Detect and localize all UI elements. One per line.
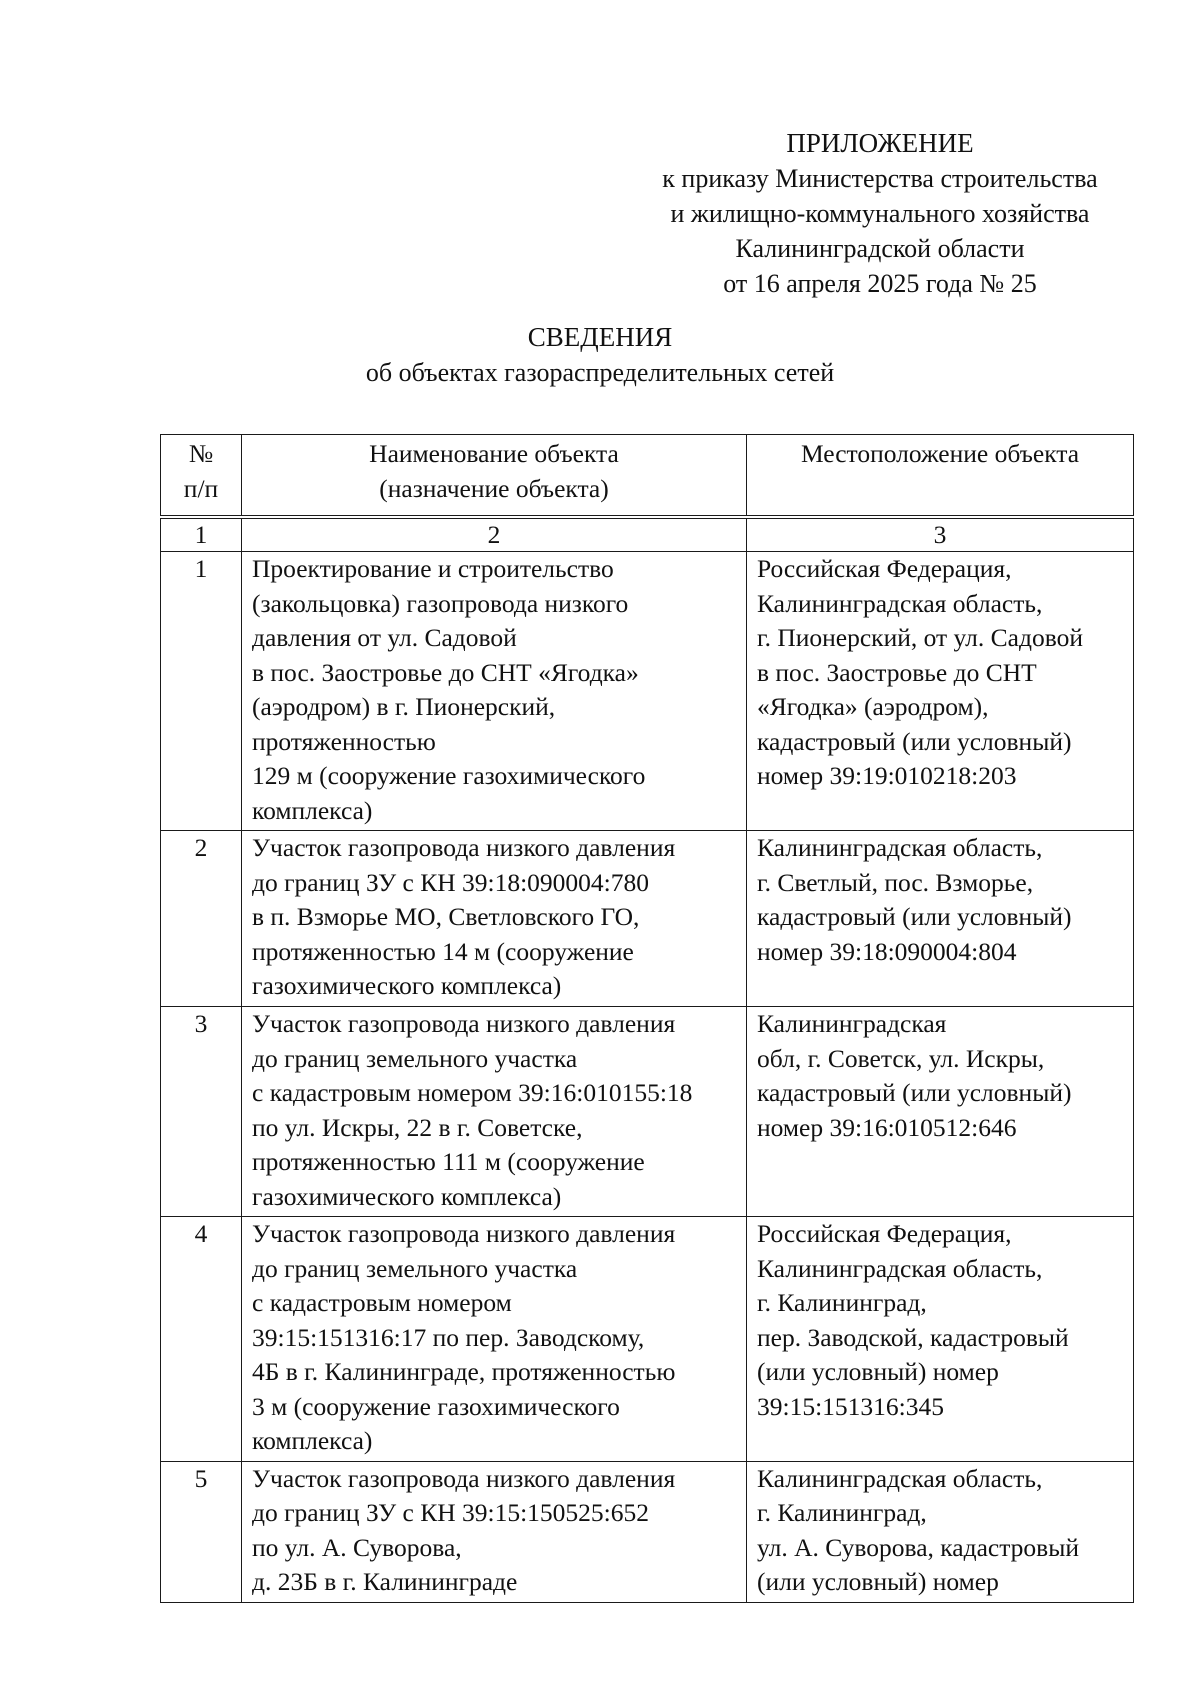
object-name-line: газохимического комплекса) bbox=[252, 971, 562, 1000]
object-name-line: 4Б в г. Калининграде, протяженностью bbox=[252, 1357, 676, 1386]
object-location-line: (или условный) номер bbox=[757, 1357, 999, 1386]
object-name-line: Проектирование и строительство bbox=[252, 554, 614, 583]
object-name-line: по ул. Искры, 22 в г. Советске, bbox=[252, 1112, 583, 1142]
column-number: 3 bbox=[747, 517, 1134, 552]
object-name-line: давления от ул. Садовой bbox=[252, 623, 517, 652]
object-location-line: номер 39:19:010218:203 bbox=[757, 761, 1017, 790]
object-location-cell bbox=[747, 1007, 1134, 1217]
object-location-line: Калининградская область, bbox=[757, 1463, 1043, 1493]
object-location-line: «Ягодка» (аэродром), bbox=[757, 692, 989, 721]
table-row bbox=[161, 831, 1134, 1007]
table-row bbox=[161, 1217, 1134, 1462]
table-row bbox=[161, 1007, 1134, 1217]
column-number: 2 bbox=[242, 517, 747, 552]
object-name-line: до границ земельного участка bbox=[252, 1043, 578, 1073]
appendix-line: Калининградской области bbox=[735, 234, 1025, 263]
object-name-line: Участок газопровода низкого давления bbox=[252, 833, 676, 862]
row-number: 2 bbox=[161, 831, 242, 1007]
header-name-line: (назначение объекта) bbox=[379, 473, 609, 503]
object-location-line: номер 39:18:090004:804 bbox=[757, 936, 1017, 966]
object-name-line: 39:15:151316:17 по пер. Заводскому, bbox=[252, 1322, 645, 1352]
header-num bbox=[161, 435, 242, 518]
object-location-line: Калининградская область, bbox=[757, 588, 1043, 618]
object-name-line: комплекса) bbox=[252, 1426, 373, 1455]
object-location-cell bbox=[747, 831, 1134, 1007]
object-location-line: обл, г. Советск, ул. Искры, bbox=[757, 1043, 1045, 1073]
row-number: 3 bbox=[161, 1007, 242, 1217]
object-location-line: номер 39:16:010512:646 bbox=[757, 1112, 1017, 1142]
object-name-line: 129 м (сооружение газохимического bbox=[252, 761, 646, 790]
object-location-line: г. Светлый, пос. Взморье, bbox=[757, 867, 1034, 897]
header-num-line: п/п bbox=[183, 473, 219, 503]
object-name-line: 3 м (сооружение газохимического bbox=[252, 1391, 620, 1421]
table-header-row bbox=[161, 435, 1134, 518]
object-name-line: газохимического комплекса) bbox=[252, 1181, 562, 1211]
header-name-line: Наименование объекта bbox=[369, 439, 619, 468]
object-name-line: Участок газопровода низкого давления bbox=[252, 1463, 676, 1493]
appendix-block bbox=[600, 126, 1160, 301]
header-name bbox=[242, 435, 747, 518]
object-location-line: кадастровый (или условный) bbox=[757, 1078, 1072, 1107]
objects-table bbox=[160, 434, 1134, 1603]
object-location-line: г. Пионерский, от ул. Садовой bbox=[757, 623, 1083, 652]
object-location-line: Российская Федерация, bbox=[757, 554, 1012, 583]
object-location-line: пер. Заводской, кадастровый bbox=[757, 1322, 1069, 1352]
object-location-line: г. Калининград, bbox=[757, 1498, 927, 1527]
object-name-line: Участок газопровода низкого давления bbox=[252, 1009, 676, 1038]
object-name-cell bbox=[242, 552, 747, 831]
object-location-cell bbox=[747, 552, 1134, 831]
object-name-cell bbox=[242, 1461, 747, 1602]
object-name-line: с кадастровым номером 39:16:010155:18 bbox=[252, 1078, 693, 1107]
row-number: 4 bbox=[161, 1217, 242, 1462]
object-location-line: ул. А. Суворова, кадастровый bbox=[757, 1532, 1079, 1562]
header-location bbox=[747, 435, 1134, 518]
object-location-line: (или условный) номер bbox=[757, 1567, 999, 1596]
object-name-line: (закольцовка) газопровода низкого bbox=[252, 588, 629, 618]
column-number: 1 bbox=[161, 517, 242, 552]
appendix-line: к приказу Министерства строительства bbox=[662, 164, 1098, 193]
appendix-title: ПРИЛОЖЕНИЕ bbox=[786, 128, 974, 158]
object-name-line: по ул. А. Суворова, bbox=[252, 1532, 462, 1562]
object-name-line: протяженностью 111 м (сооружение bbox=[252, 1147, 645, 1176]
object-location-line: в пос. Заостровье до СНТ bbox=[757, 657, 1037, 687]
object-location-line: кадастровый (или условный) bbox=[757, 902, 1072, 931]
object-name-line: в пос. Заостровье до СНТ «Ягодка» bbox=[252, 657, 639, 687]
object-name-cell bbox=[242, 831, 747, 1007]
object-name-line: до границ ЗУ с КН 39:18:090004:780 bbox=[252, 867, 650, 897]
header-location-line: Местоположение объекта bbox=[800, 439, 1080, 468]
table-row bbox=[161, 552, 1134, 831]
object-location-line: кадастровый (или условный) bbox=[757, 726, 1072, 756]
object-location-cell bbox=[747, 1461, 1134, 1602]
object-name-line: протяженностью bbox=[252, 726, 436, 756]
object-name-line: Участок газопровода низкого давления bbox=[252, 1219, 676, 1248]
appendix-line: и жилищно-коммунального хозяйства bbox=[670, 199, 1090, 228]
object-name-line: до границ ЗУ с КН 39:15:150525:652 bbox=[252, 1498, 650, 1527]
appendix-order-date: от 16 апреля 2025 года № 25 bbox=[723, 269, 1037, 298]
document-subtitle: об объектах газораспределительных сетей bbox=[365, 358, 835, 387]
row-number: 5 bbox=[161, 1461, 242, 1602]
object-location-line: Калининградская bbox=[757, 1009, 947, 1038]
object-name-line: до границ земельного участка bbox=[252, 1253, 578, 1283]
object-name-cell bbox=[242, 1217, 747, 1462]
object-location-line: 39:15:151316:345 bbox=[757, 1391, 945, 1421]
document-title: СВЕДЕНИЯ bbox=[527, 322, 673, 352]
object-location-line: Калининградская область, bbox=[757, 1253, 1043, 1283]
object-name-line: с кадастровым номером bbox=[252, 1288, 512, 1317]
table-row bbox=[161, 1461, 1134, 1602]
object-name-line: протяженностью 14 м (сооружение bbox=[252, 936, 634, 966]
row-number: 1 bbox=[161, 552, 242, 831]
object-name-cell bbox=[242, 1007, 747, 1217]
document-heading bbox=[0, 320, 1200, 390]
object-location-line: Калининградская область, bbox=[757, 833, 1043, 862]
object-name-line: (аэродром) в г. Пионерский, bbox=[252, 692, 556, 721]
object-location-line: г. Калининград, bbox=[757, 1288, 927, 1317]
object-name-line: д. 23Б в г. Калининграде bbox=[252, 1567, 518, 1596]
object-name-line: в п. Взморье МО, Светловского ГО, bbox=[252, 902, 640, 931]
object-location-line: Российская Федерация, bbox=[757, 1219, 1012, 1248]
object-location-cell bbox=[747, 1217, 1134, 1462]
object-name-line: комплекса) bbox=[252, 795, 373, 825]
column-numbers-row bbox=[161, 517, 1134, 552]
header-num-line: № bbox=[188, 439, 214, 468]
